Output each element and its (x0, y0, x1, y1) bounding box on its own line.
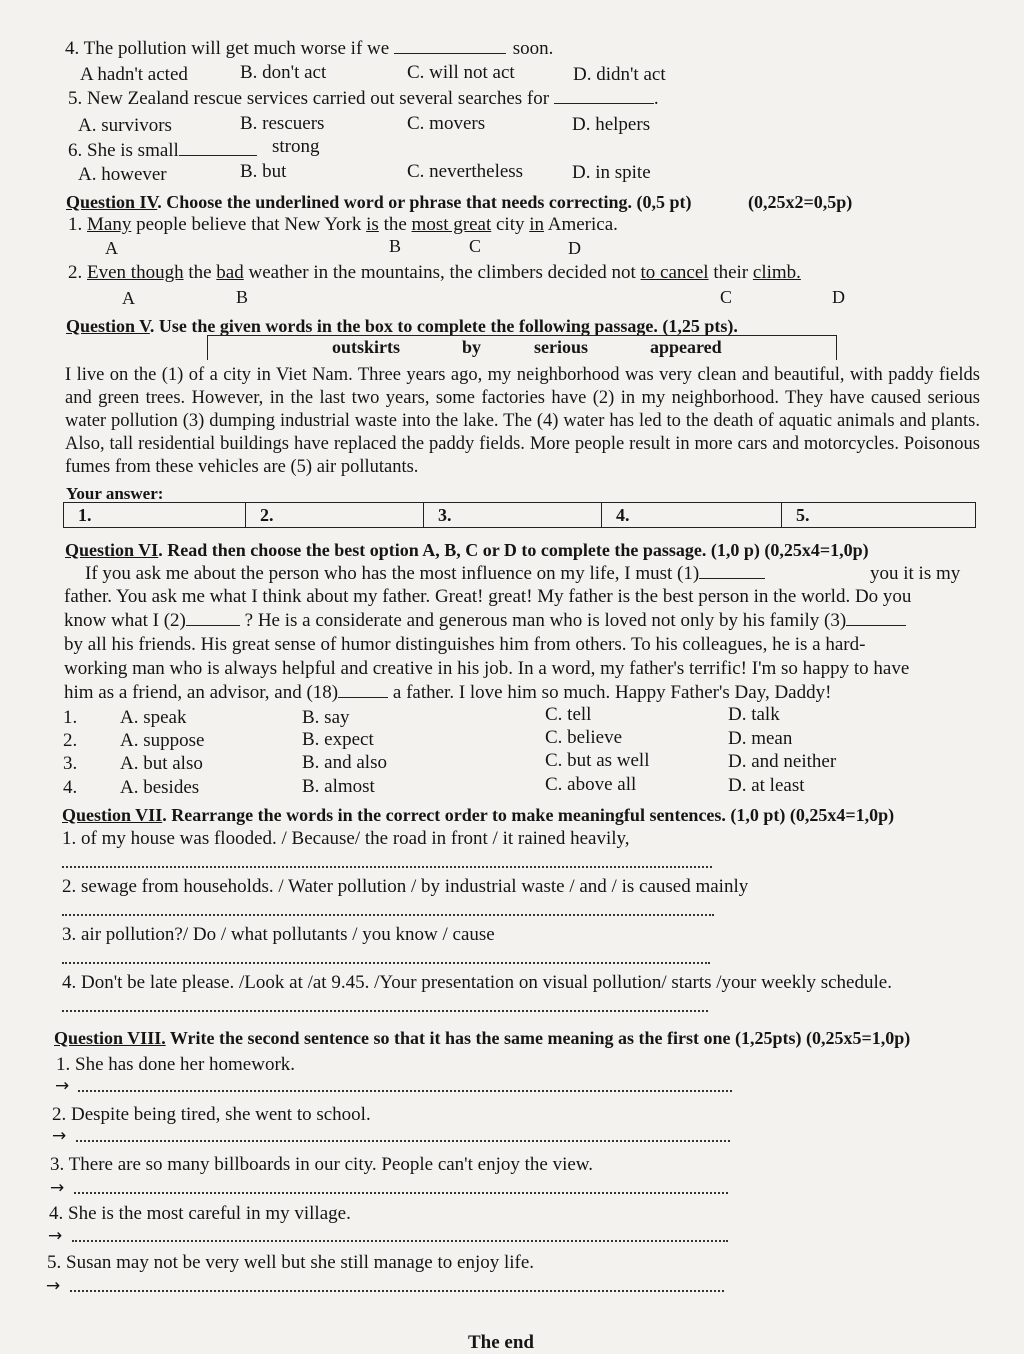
q6-line-5: working man who is always helpful and creative in his job. In a word, my father's terrific! I'm so happy to have (64, 658, 910, 679)
q7-item-2: 2. sewage from households. / Water pollution / by industrial waste / and / is caused mainly (62, 876, 749, 897)
letter-d: D (568, 238, 581, 258)
question-vii-title: Question VII. Rearrange the words in the correct order to make meaningful sentences. (1,0 pt) (0,25x4=1,0p) (62, 805, 895, 825)
answer-line[interactable] (76, 1140, 730, 1142)
q6-row-2-b[interactable]: B. expect (302, 729, 374, 750)
q6-row-1-a[interactable]: A. speak (120, 707, 187, 728)
q6-option-a[interactable]: A. however (78, 164, 167, 185)
q6-row-4-num: 4. (63, 777, 78, 798)
q6-line-4: by all his friends. His great sense of humor distinguishes him from others. To his colleagues, he is a hard- (64, 634, 866, 655)
letter-c: C (720, 287, 733, 307)
q4-sentence-1: 1. Many people believe that New York is the most great city in America. (68, 214, 618, 235)
question-viii-title: Question VIII. Write the second sentence so that it has the same meaning as the first one (1,25pts) (0,25x5=1,0p) (54, 1028, 911, 1048)
answer-cell-1[interactable]: 1. (64, 503, 246, 527)
choice-b[interactable]: is (366, 214, 379, 235)
q6-line-1: If you ask me about the person who has the most influence on my life, I must (1) (85, 563, 765, 585)
q7-item-3: 3. air pollution?/ Do / what pollutants / you know / cause (62, 924, 495, 945)
q4-option-a[interactable]: A hadn't acted (80, 64, 188, 85)
choice-c[interactable]: to cancel (640, 262, 709, 283)
q6-row-3-d[interactable]: D. and neither (728, 751, 837, 772)
q6-line-3: know what I (2) ? He is a considerate and generous man who is loved not only by his family (3) (64, 610, 906, 632)
letter-c: C (469, 236, 482, 256)
q5-option-d[interactable]: D. helpers (572, 114, 651, 135)
letter-b: B (389, 236, 402, 256)
choice-b[interactable]: bad (216, 262, 244, 283)
q6-row-2-c[interactable]: C. believe (545, 727, 623, 748)
choice-d[interactable]: in (529, 214, 545, 235)
answer-line[interactable] (70, 1290, 724, 1292)
answer-blank[interactable] (846, 611, 906, 626)
answer-line[interactable] (72, 1240, 728, 1242)
answer-cell-2[interactable]: 2. (246, 503, 424, 527)
choice-a[interactable]: Even though (87, 262, 184, 283)
arrow-icon: → (52, 1126, 67, 1146)
choice-c[interactable]: most great (411, 214, 492, 235)
q6-row-4-a[interactable]: A. besides (120, 777, 200, 798)
q5-stem: 5. New Zealand rescue services carried out several searches for . (68, 88, 659, 109)
q6-line-1b: you it is my (870, 563, 961, 584)
q6-row-3-a[interactable]: A. but also (120, 753, 203, 774)
q5-option-c[interactable]: C. movers (407, 113, 486, 134)
q5-option-a[interactable]: A. survivors (78, 115, 172, 136)
q6-row-2-num: 2. (63, 730, 78, 751)
answer-blank[interactable] (338, 683, 388, 698)
letter-a: A (122, 288, 135, 308)
q7-item-1: 1. of my house was flooded. / Because/ the road in front / it rained heavily, (62, 828, 630, 849)
q6-option-d[interactable]: D. in spite (572, 162, 651, 183)
q6-row-2-a[interactable]: A. suppose (120, 730, 205, 751)
choice-d[interactable]: climb. (752, 262, 801, 283)
q4-option-b[interactable]: B. don't act (240, 62, 327, 83)
q8-item-3: 3. There are so many billboards in our city. People can't enjoy the view. (50, 1154, 594, 1175)
q6-stem-end: strong (272, 136, 320, 157)
q4-option-c[interactable]: C. will not act (407, 62, 515, 83)
arrow-icon: → (50, 1178, 65, 1198)
q6-row-4-c[interactable]: C. above all (545, 774, 637, 795)
question-v-passage: I live on the (1) of a city in Viet Nam. Three years ago, my neighborhood was very clean and beautiful, with paddy fields and green trees. However, in the last two years, some factories have (2) in my neighborhood. They have caused serious water pollution (3) dumping industrial waste into the lake. The (4) water has led to the death of aquatic animals and plants. Also, tall residential buildings have replaced the paddy fields. More people result in more cars and motorcycles. Poisonous fumes from these vehicles are (5) air pollutants. (65, 365, 980, 477)
answer-grid (63, 502, 976, 528)
question-iv-title: Question IV. Choose the underlined word or phrase that needs correcting. (0,5 pt) (66, 192, 692, 212)
answer-label: Your answer: (66, 484, 164, 503)
q4-stem: 4. The pollution will get much worse if we soon. (65, 38, 554, 59)
q7-item-4: 4. Don't be late please. /Look at /at 9.45. /Your presentation on visual pollution/ starts /your weekly schedule. (62, 972, 892, 993)
q6-option-b[interactable]: B. but (240, 161, 287, 182)
answer-cell-5[interactable]: 5. (796, 505, 810, 525)
q4-sentence-2: 2. Even though the bad weather in the mountains, the climbers decided not to cancel their climb. (68, 262, 801, 283)
arrow-icon: → (48, 1226, 63, 1246)
q6-row-3-c[interactable]: C. but as well (545, 750, 650, 771)
answer-blank[interactable] (186, 611, 240, 626)
q8-item-1: 1. She has done her homework. (56, 1054, 296, 1075)
answer-cell-4[interactable]: 4. (602, 503, 782, 527)
q5-option-b[interactable]: B. rescuers (240, 113, 325, 134)
q6-row-4-d[interactable]: D. at least (728, 775, 805, 796)
q6-row-3-b[interactable]: B. and also (302, 752, 387, 773)
question-vi-title: Question VI. Read then choose the best option A, B, C or D to complete the passage. (1,0 p) (0,25x4=1,0p) (65, 540, 869, 560)
arrow-icon: → (55, 1076, 70, 1096)
choice-a[interactable]: Many (87, 214, 132, 235)
q4-option-d[interactable]: D. didn't act (573, 64, 666, 85)
q6-row-1-c[interactable]: C. tell (545, 704, 592, 725)
q8-item-5: 5. Susan may not be very well but she still manage to enjoy life. (47, 1252, 535, 1273)
q6-row-4-b[interactable]: B. almost (302, 776, 375, 797)
answer-cell-3[interactable]: 3. (424, 503, 602, 527)
answer-blank[interactable] (554, 89, 654, 104)
q6-line-6: him as a friend, an advisor, and (18) a father. I love him so much. Happy Father's Day, Daddy! (64, 682, 832, 703)
answer-line[interactable] (78, 1090, 732, 1092)
answer-line[interactable] (62, 914, 714, 916)
word-appeared: appeared (650, 337, 722, 357)
q8-item-2: 2. Despite being tired, she went to school. (52, 1104, 371, 1125)
word-serious: serious (534, 337, 588, 357)
answer-blank[interactable] (699, 564, 765, 579)
footer-the-end: The end (468, 1332, 534, 1353)
answer-blank[interactable] (394, 39, 506, 54)
question-iv-score: (0,25x2=0,5p) (748, 192, 853, 212)
answer-line[interactable] (62, 1010, 708, 1012)
arrow-icon: → (46, 1276, 61, 1296)
q6-row-1-d[interactable]: D. talk (728, 704, 780, 725)
q8-item-4: 4. She is the most careful in my village. (49, 1203, 351, 1224)
answer-line[interactable] (62, 866, 712, 868)
answer-line[interactable] (74, 1192, 728, 1194)
answer-line[interactable] (62, 962, 710, 964)
letter-b: B (236, 287, 249, 307)
q6-row-1-num: 1. (63, 707, 78, 728)
letter-d: D (832, 287, 845, 307)
q6-option-c[interactable]: C. nevertheless (407, 161, 524, 182)
word-outskirts: outskirts (332, 337, 401, 357)
question-v-title: Question V. Use the given words in the box to complete the following passage. (1,25 pts). (66, 316, 738, 336)
q6-stem: 6. She is small (68, 140, 257, 162)
q6-line-2: father. You ask me what I think about my father. Great! great! My father is the best person in the world. Do you (64, 586, 912, 607)
letter-a: A (105, 238, 118, 258)
word-by: by (462, 337, 482, 357)
answer-blank[interactable] (179, 141, 257, 156)
q6-row-2-d[interactable]: D. mean (728, 728, 793, 749)
q6-row-1-b[interactable]: B. say (302, 707, 350, 728)
word-box (207, 335, 837, 360)
q6-row-3-num: 3. (63, 753, 78, 774)
